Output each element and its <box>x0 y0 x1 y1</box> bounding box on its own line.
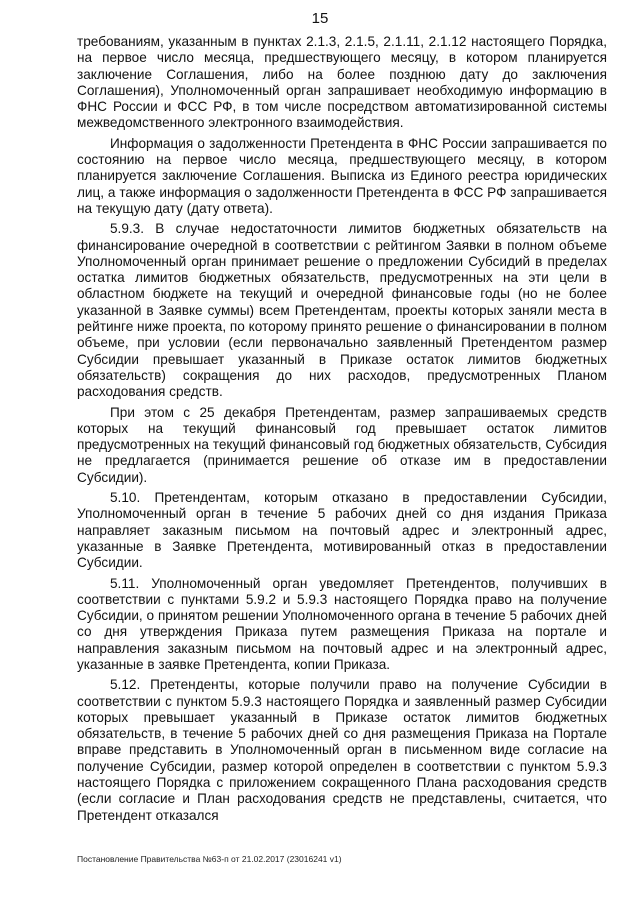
document-body <box>77 34 607 828</box>
paragraph-5-11: 5.11. Уполномоченный орган уведомляет Претендентов, получивших в соответствии с пунктами 5.9.2 и 5.9.3 настоящего Порядка право на получение Субсидии, о принятом решении Уполномоченного органа в течение 5 рабочих дней со дня утверждения Приказа путем размещения Приказа на портале и направления заказным письмом на почтовый адрес и на электронный адрес, указанные в заявке Претендента, копии Приказа. <box>77 575 607 672</box>
paragraph-5-10: 5.10. Претендентам, которым отказано в предоставлении Субсидии, Уполномоченный орган в течение 5 рабочих дней со дня издания Приказа направляет заказным письмом на почтовый адрес и электронный адрес, указанные в Заявке Претендента, мотивированный отказ в предоставлении Субсидии. <box>77 490 607 571</box>
paragraph-5-9-3: 5.9.3. В случае недостаточности лимитов бюджетных обязательств на финансирование очередной в соответствии с рейтингом Заявки в полном объеме Уполномоченный орган принимает решение о предложении Субсидий в пределах остатка лимитов бюджетных обязательств, предусмотренных на эти цели в областном бюджете на текущий и очередной финансовые годы (но не более указанной в Заявке суммы) всем Претендентам, проекты которых заняли места в рейтинге ниже проекта, по которому принято решение о финансировании в полном объеме, при условии (если первоначально заявленный Претендентом размер Субсидии превышает указанный в Приказе остаток лимитов бюджетных обязательств) сокращения до них расходов, предусмотренных Планом расходования средств. <box>77 221 607 400</box>
page-number: 15 <box>311 10 329 27</box>
paragraph-5-12: 5.12. Претенденты, которые получили право на получение Субсидии в соответствии с пунктом 5.9.3 настоящего Порядка и заявленный размер Субсидии которых превышает указанный в Приказе остаток лимитов бюджетных обязательств, в течение 5 рабочих дней со дня размещения Приказа на Портале вправе представить в Уполномоченный орган в письменном виде согласие на получение Субсидии, размер которой определен в соответствии с пунктом 5.9.3 настоящего Порядка с приложением сокращенного Плана расходования средств (если согласие и План расходования средств не представлены, считается, что Претендент отказался <box>77 677 607 823</box>
paragraph-fns-info: Информация о задолженности Претендента в ФНС России запрашивается по состоянию на первое число месяца, предшествующего месяцу, в котором планируется заключение Соглашения. Выписка из Единого реестра юридических лиц, а также информация о задолженности Претендента в ФСС РФ запрашивается на текущую дату (дату ответа). <box>77 135 607 216</box>
paragraph-continuation: требованиям, указанным в пунктах 2.1.3, 2.1.5, 2.1.11, 2.1.12 настоящего Порядка, на первое число месяца, предшествующего месяцу, в котором планируется заключение Соглашения, либо на более позднюю дату до заключения Соглашения), Уполномоченный орган запрашивает необходимую информацию в ФНС России и ФСС РФ, в том числе посредством автоматизированной системы межведомственного электронного взаимодействия. <box>77 34 607 131</box>
document-footer: Постановление Правительства №63-п от 21.02.2017 (23016241 v1) <box>77 854 342 864</box>
paragraph-december-25: При этом с 25 декабря Претендентам, размер запрашиваемых средств которых на текущий финансовый год превышает остаток лимитов предусмотренных на текущий финансовый год бюджетных обязательств, Субсидия не предлагается (принимается решение об отказе им в предоставлении Субсидии). <box>77 404 607 485</box>
